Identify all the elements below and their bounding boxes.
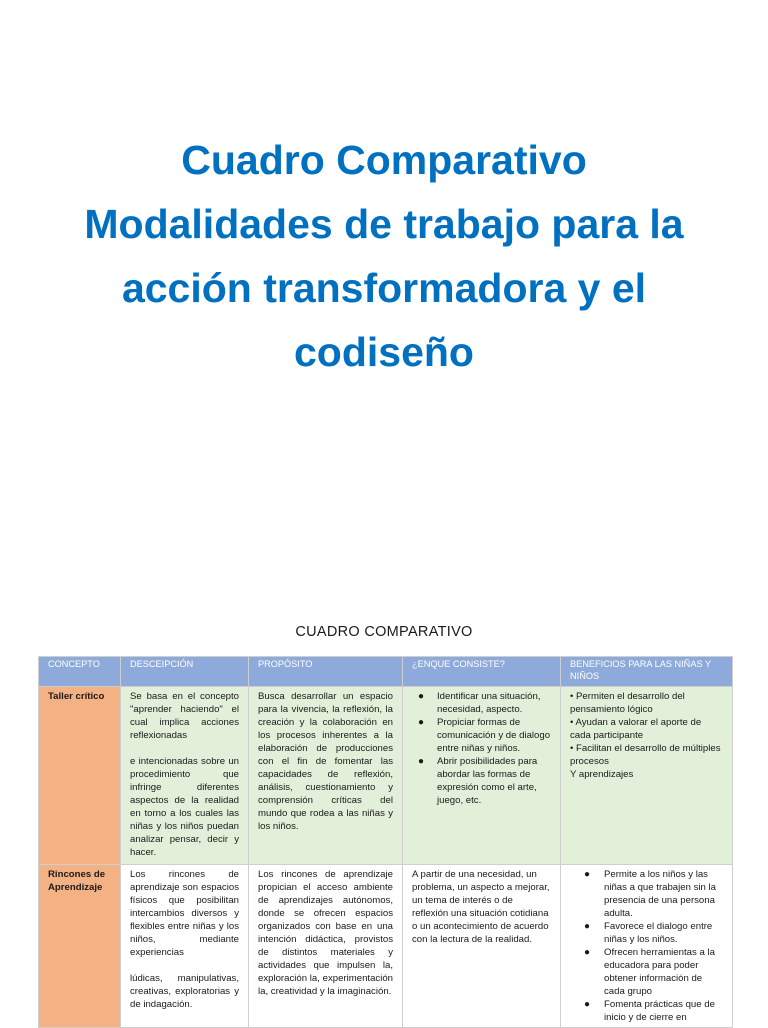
benefits-list	[570, 868, 723, 1024]
list-item: ● Fomenta prácticas que de inicio y de cierre en	[570, 998, 723, 1024]
title-line: Cuadro Comparativo	[181, 137, 587, 183]
header-description: DESCEIPCIÓN	[121, 657, 249, 687]
description-text: Los rincones de aprendizaje son espacios físicos que posibilitan intercambios diversos y flexibles entre niñas y los niños, mediante experiencias	[130, 869, 239, 958]
list-item: Y aprendizajes	[570, 769, 634, 780]
benefits-list	[570, 690, 723, 781]
list-item: ● Propiciar formas de comunicación y de dialogo entre niñas y niños.	[412, 716, 551, 755]
list-item: • Facilitan el desarrollo de múltiples procesos	[570, 743, 721, 767]
description-cell	[121, 865, 249, 1028]
description-text: Se basa en el concepto "aprender haciendo" el cual implica acciones reflexionadas	[130, 691, 239, 741]
list-item: ● Ofrecen herramientas a la educadora para poder obtener información de cada grupo	[570, 946, 723, 998]
purpose-cell: Los rincones de aprendizaje propician el acceso ambiente de aprendizajes autónomos, donde se ofrecen espacios organizados con base en una intención didáctica, provistos de distintos materiales y actividades que impulsen la, exploración la, experimentación la, creatividad y la imaginación.	[249, 865, 403, 1028]
list-item: ● Favorece el dialogo entre niñas y los niños.	[570, 920, 723, 946]
document-title	[0, 128, 768, 384]
title-line: codiseño	[294, 329, 474, 375]
table-row	[39, 687, 733, 865]
list-item: ● Abrir posibilidades para abordar las formas de expresión como el arte, juego, etc.	[412, 755, 551, 807]
table-title: CUADRO COMPARATIVO	[295, 624, 473, 640]
title-line: Modalidades de trabajo para la	[84, 201, 684, 247]
header-row	[39, 657, 733, 687]
list-item: • Permiten el desarrollo del pensamiento lógico	[570, 691, 685, 715]
list-item: • Ayudan a valorar el aporte de cada participante	[570, 717, 702, 741]
concept-cell: Taller crítico	[39, 687, 121, 865]
description-cell	[121, 687, 249, 865]
header-purpose: PROPÓSITO	[249, 657, 403, 687]
description-text: lúdicas, manipulativas, creativas, exploratorias y de indagación.	[130, 973, 239, 1010]
comparison-table	[38, 656, 733, 1028]
consists-list	[412, 690, 551, 807]
benefits-cell	[561, 687, 733, 865]
benefits-cell	[561, 865, 733, 1028]
consists-cell	[403, 687, 561, 865]
header-benefits: BENEFICIOS PARA LAS NIÑAS Y NIÑOS	[561, 657, 733, 687]
title-line: acción transformadora y el	[121, 265, 647, 311]
concept-cell: Rincones de Aprendizaje	[39, 865, 121, 1028]
list-item: ● Permite a los niños y las niñas a que trabajen sin la presencia de una persona adulta.	[570, 868, 723, 920]
description-text: e intencionadas sobre un procedimiento que infringe diferentes aspectos de la realidad en torno a los cuales las niñas y los niños puedan analizar pensar, decir y hacer.	[130, 756, 239, 858]
table-row	[39, 865, 733, 1028]
header-concept: CONCEPTO	[39, 657, 121, 687]
header-consists: ¿ENQUE CONSISTE?	[403, 657, 561, 687]
consists-cell: A partir de una necesidad, un problema, un aspecto a mejorar, un tema de interés o de reflexión una situación cotidiana o un acontecimiento de acuerdo con la lectura de la realidad.	[403, 865, 561, 1028]
purpose-cell: Busca desarrollar un espacio para la vivencia, la reflexión, la creación y la colaboración en los procesos inherentes a la elaboración de producciones con el fin de fomentar las capacidades de reflexión, análisis, cuestionamiento y comprensión críticas del mundo que rodea a las niñas y los niños.	[249, 687, 403, 865]
list-item: ● Identificar una situación, necesidad, aspecto.	[412, 690, 551, 716]
